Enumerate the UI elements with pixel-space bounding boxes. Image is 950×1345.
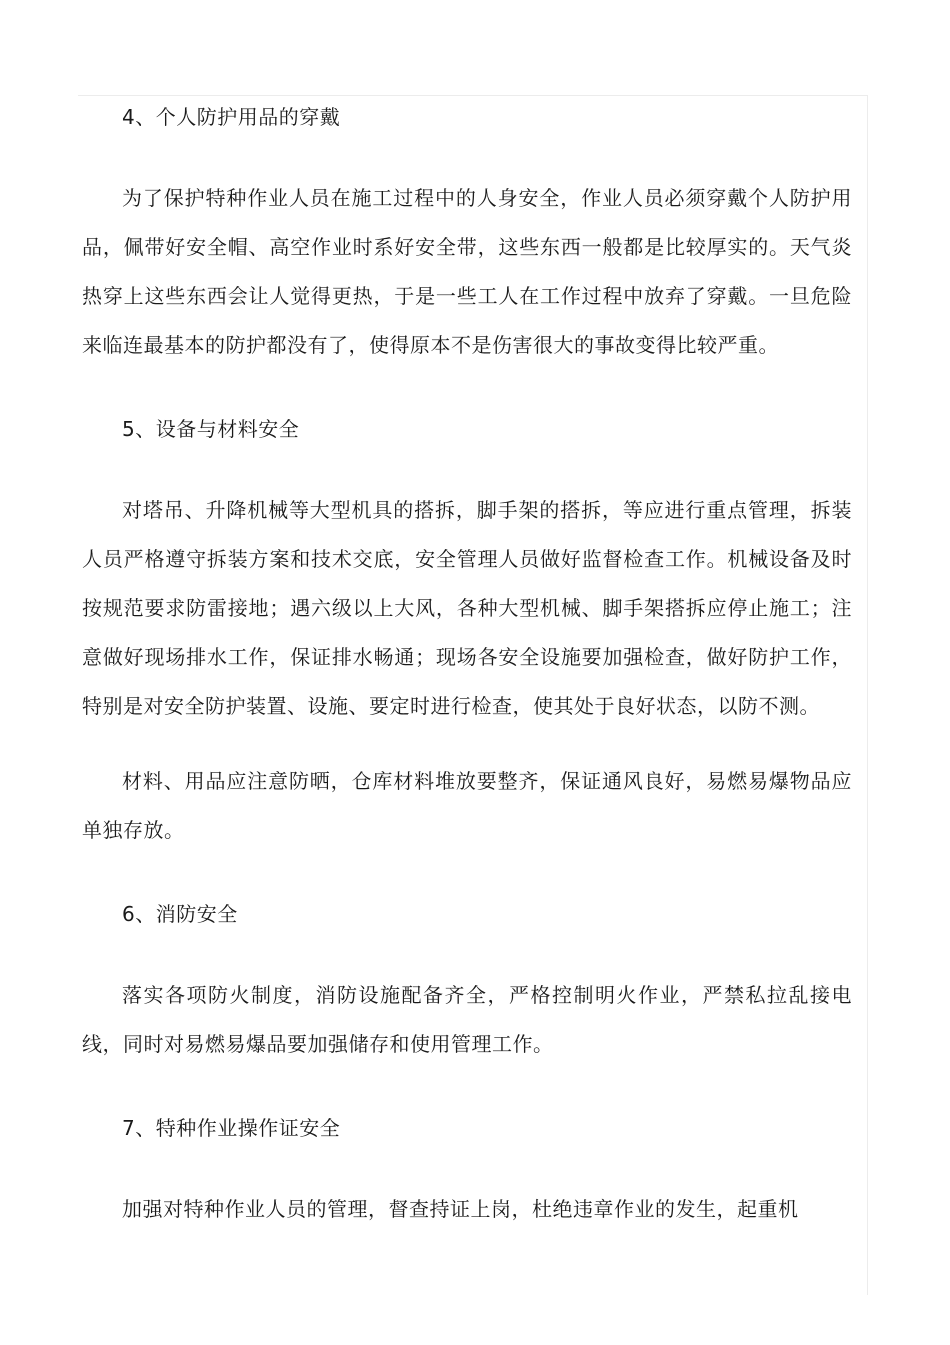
document-body — [82, 96, 852, 1234]
section-6-paragraph-1: 落实各项防火制度，消防设施配备齐全，严格控制明火作业，严禁私拉乱接电线，同时对易燃易爆品要加强储存和使用管理工作。 — [82, 983, 852, 1056]
section-7-paragraph-1: 加强对特种作业人员的管理，督查持证上岗，杜绝违章作业的发生，起重机 — [122, 1197, 799, 1221]
section-heading-7: 7、特种作业操作证安全 — [122, 1116, 341, 1140]
section-heading-4: 4、个人防护用品的穿戴 — [122, 105, 341, 129]
section-5-paragraph-1: 对塔吊、升降机械等大型机具的搭拆，脚手架的搭拆，等应进行重点管理，拆装人员严格遵守拆装方案和技术交底，安全管理人员做好监督检查工作。机械设备及时按规范要求防雷接地；遇六级以上大风，各种大型机械、脚手架搭拆应停止施工；注意做好现场排水工作，保证排水畅通；现场各安全设施要加强检查，做好防护工作，特别是对安全防护装置、设施、要定时进行检查，使其处于良好状态，以防不测。 — [82, 498, 852, 718]
section-5-paragraph-2: 材料、用品应注意防晒，仓库材料堆放要整齐，保证通风良好，易燃易爆物品应单独存放。 — [82, 769, 852, 842]
section-heading-6: 6、消防安全 — [122, 902, 238, 926]
section-4-paragraph-1: 为了保护特种作业人员在施工过程中的人身安全，作业人员必须穿戴个人防护用品，佩带好安全帽、高空作业时系好安全带，这些东西一般都是比较厚实的。天气炎热穿上这些东西会让人觉得更热，于是一些工人在工作过程中放弃了穿戴。一旦危险来临连最基本的防护都没有了，使得原本不是伤害很大的事故变得比较严重。 — [82, 186, 852, 357]
section-heading-5: 5、设备与材料安全 — [122, 417, 300, 441]
